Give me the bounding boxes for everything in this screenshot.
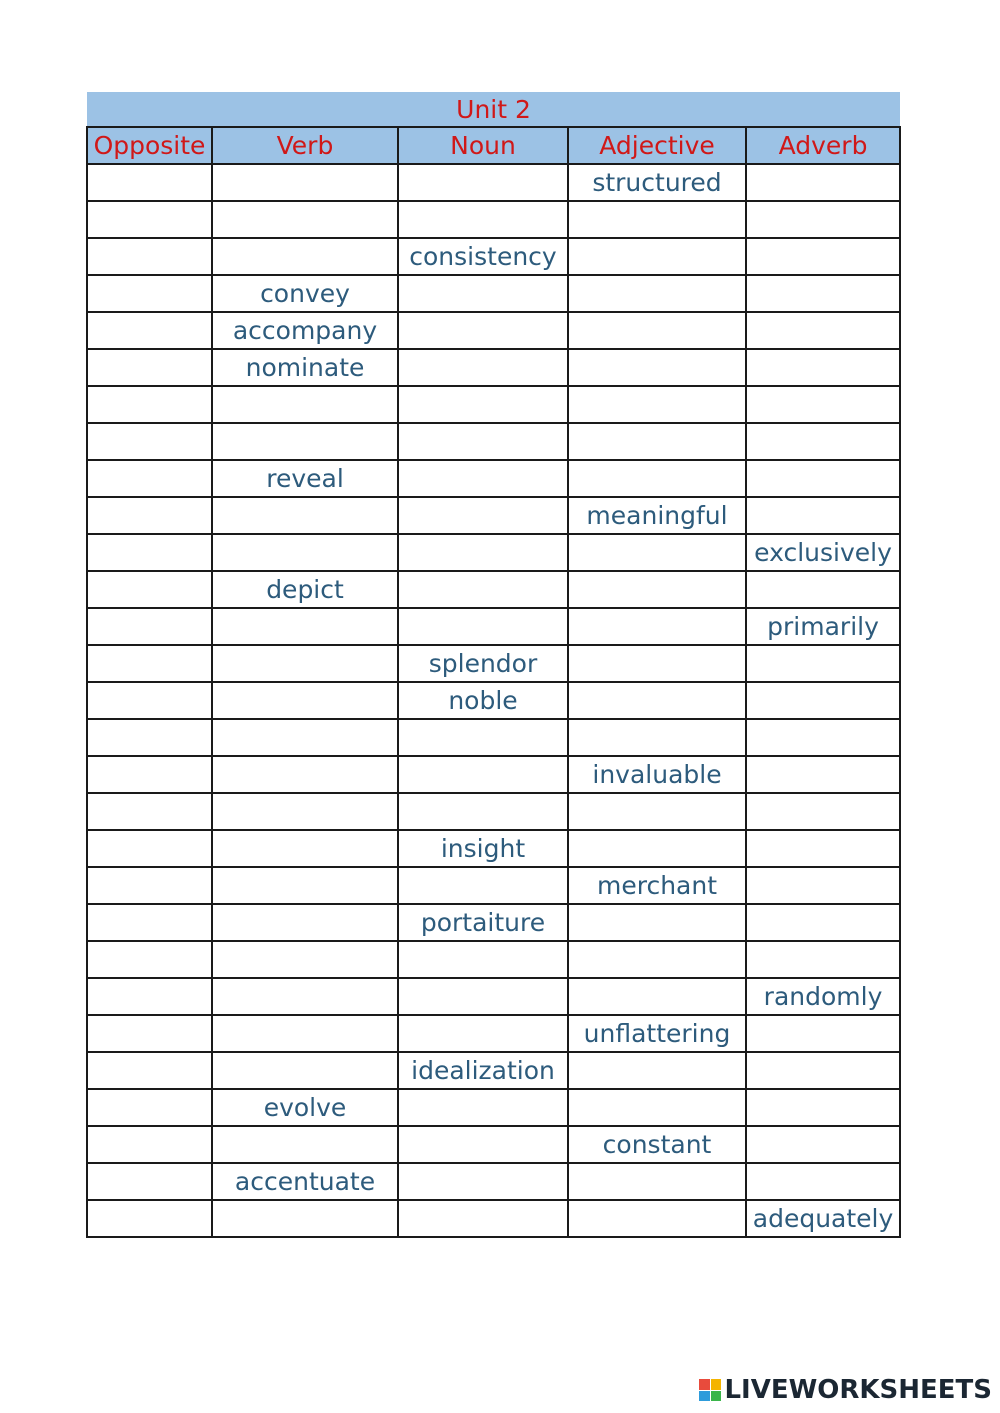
cell-verb: depict (212, 571, 398, 608)
cell-adjective: unflattering (568, 1015, 746, 1052)
cell-opposite[interactable] (87, 608, 212, 645)
cell-adjective[interactable] (568, 978, 746, 1015)
cell-noun[interactable] (398, 349, 568, 386)
cell-verb: convey (212, 275, 398, 312)
cell-adjective[interactable] (568, 1089, 746, 1126)
cell-opposite[interactable] (87, 423, 212, 460)
cell-adjective[interactable] (568, 386, 746, 423)
cell-opposite[interactable] (87, 238, 212, 275)
cell-adverb[interactable] (746, 941, 900, 978)
cell-verb[interactable] (212, 1015, 398, 1052)
liveworksheets-logo (699, 1375, 992, 1405)
cell-adverb: randomly (746, 978, 900, 1015)
cell-verb[interactable] (212, 682, 398, 719)
worksheet-table (86, 92, 901, 1238)
cell-noun[interactable] (398, 534, 568, 571)
table-row (87, 1015, 900, 1052)
cell-adjective[interactable] (568, 238, 746, 275)
table-row (87, 164, 900, 201)
cell-opposite[interactable] (87, 682, 212, 719)
table-row (87, 423, 900, 460)
cell-noun[interactable] (398, 1015, 568, 1052)
table-row (87, 867, 900, 904)
cell-noun[interactable] (398, 460, 568, 497)
cell-adjective[interactable] (568, 423, 746, 460)
cell-noun[interactable] (398, 1163, 568, 1200)
table-row (87, 756, 900, 793)
cell-noun[interactable] (398, 719, 568, 756)
cell-verb[interactable] (212, 793, 398, 830)
cell-adverb[interactable] (746, 1089, 900, 1126)
cell-adverb[interactable] (746, 275, 900, 312)
cell-noun[interactable] (398, 1089, 568, 1126)
cell-noun: splendor (398, 645, 568, 682)
cell-verb[interactable] (212, 1052, 398, 1089)
cell-opposite[interactable] (87, 830, 212, 867)
cell-adverb[interactable] (746, 423, 900, 460)
cell-adverb[interactable] (746, 164, 900, 201)
cell-verb: reveal (212, 460, 398, 497)
header-adjective: Adjective (568, 127, 746, 164)
cell-adverb[interactable] (746, 571, 900, 608)
table-row (87, 201, 900, 238)
cell-adverb[interactable] (746, 682, 900, 719)
cell-opposite[interactable] (87, 571, 212, 608)
header-adverb: Adverb (746, 127, 900, 164)
cell-verb[interactable] (212, 1200, 398, 1237)
brand-text: LIVEWORKSHEETS (724, 1375, 992, 1405)
cell-opposite[interactable] (87, 349, 212, 386)
cell-verb: accompany (212, 312, 398, 349)
table-row (87, 719, 900, 756)
cell-adverb[interactable] (746, 349, 900, 386)
header-row (87, 127, 900, 164)
cell-adjective[interactable] (568, 275, 746, 312)
cell-verb[interactable] (212, 608, 398, 645)
cell-adjective: structured (568, 164, 746, 201)
cell-opposite[interactable] (87, 756, 212, 793)
cell-adjective[interactable] (568, 1200, 746, 1237)
cell-adverb: primarily (746, 608, 900, 645)
cell-adverb[interactable] (746, 201, 900, 238)
worksheet-title: Unit 2 (87, 92, 900, 127)
cell-adjective[interactable] (568, 830, 746, 867)
cell-adjective[interactable] (568, 682, 746, 719)
cell-noun[interactable] (398, 941, 568, 978)
cell-adjective[interactable] (568, 608, 746, 645)
cell-adverb[interactable] (746, 312, 900, 349)
cell-adverb[interactable] (746, 497, 900, 534)
cell-adverb[interactable] (746, 793, 900, 830)
table-row (87, 534, 900, 571)
cell-verb[interactable] (212, 645, 398, 682)
cell-adjective: meaningful (568, 497, 746, 534)
cell-opposite[interactable] (87, 201, 212, 238)
cell-noun[interactable] (398, 571, 568, 608)
cell-verb[interactable] (212, 941, 398, 978)
cell-opposite[interactable] (87, 164, 212, 201)
table-row (87, 608, 900, 645)
cell-noun: noble (398, 682, 568, 719)
cell-noun: idealization (398, 1052, 568, 1089)
cell-verb[interactable] (212, 497, 398, 534)
cell-noun[interactable] (398, 1200, 568, 1237)
cell-verb[interactable] (212, 386, 398, 423)
cell-adverb[interactable] (746, 830, 900, 867)
cell-adjective[interactable] (568, 312, 746, 349)
cell-adverb[interactable] (746, 645, 900, 682)
cell-adverb[interactable] (746, 1126, 900, 1163)
cell-noun[interactable] (398, 1126, 568, 1163)
cell-verb[interactable] (212, 904, 398, 941)
cell-adverb: adequately (746, 1200, 900, 1237)
cell-opposite[interactable] (87, 1052, 212, 1089)
cell-adjective[interactable] (568, 645, 746, 682)
table-row (87, 238, 900, 275)
cell-adjective[interactable] (568, 534, 746, 571)
table-row (87, 349, 900, 386)
cell-noun[interactable] (398, 867, 568, 904)
cell-opposite[interactable] (87, 1200, 212, 1237)
cell-opposite[interactable] (87, 1163, 212, 1200)
cell-verb[interactable] (212, 830, 398, 867)
cell-noun[interactable] (398, 275, 568, 312)
header-opposite: Opposite (87, 127, 212, 164)
cell-opposite[interactable] (87, 941, 212, 978)
cell-verb[interactable] (212, 1126, 398, 1163)
table-row (87, 1126, 900, 1163)
cell-opposite[interactable] (87, 312, 212, 349)
cell-opposite[interactable] (87, 386, 212, 423)
table-row (87, 1163, 900, 1200)
cell-opposite[interactable] (87, 793, 212, 830)
cell-verb[interactable] (212, 534, 398, 571)
cell-adjective[interactable] (568, 571, 746, 608)
cell-adverb: exclusively (746, 534, 900, 571)
cell-adverb[interactable] (746, 1015, 900, 1052)
table-row (87, 682, 900, 719)
cell-noun[interactable] (398, 201, 568, 238)
cell-noun[interactable] (398, 608, 568, 645)
cell-adverb[interactable] (746, 238, 900, 275)
cell-noun: consistency (398, 238, 568, 275)
cell-opposite[interactable] (87, 460, 212, 497)
cell-opposite[interactable] (87, 645, 212, 682)
header-noun: Noun (398, 127, 568, 164)
cell-verb: evolve (212, 1089, 398, 1126)
table-row (87, 571, 900, 608)
cell-opposite[interactable] (87, 534, 212, 571)
cell-verb[interactable] (212, 756, 398, 793)
cell-noun: portaiture (398, 904, 568, 941)
cell-verb: accentuate (212, 1163, 398, 1200)
table-row (87, 1089, 900, 1126)
cell-adjective[interactable] (568, 904, 746, 941)
table-row (87, 793, 900, 830)
cell-opposite[interactable] (87, 497, 212, 534)
table-row (87, 460, 900, 497)
cell-adverb[interactable] (746, 867, 900, 904)
cell-adverb[interactable] (746, 1052, 900, 1089)
cell-noun[interactable] (398, 164, 568, 201)
table-row (87, 941, 900, 978)
cell-adverb[interactable] (746, 1163, 900, 1200)
cell-verb: nominate (212, 349, 398, 386)
cell-opposite[interactable] (87, 275, 212, 312)
table-row (87, 275, 900, 312)
cell-verb[interactable] (212, 867, 398, 904)
cell-opposite[interactable] (87, 1015, 212, 1052)
table-row (87, 645, 900, 682)
cell-noun: insight (398, 830, 568, 867)
cell-opposite[interactable] (87, 978, 212, 1015)
cell-verb[interactable] (212, 978, 398, 1015)
logo-mark-icon (699, 1379, 721, 1401)
cell-adjective[interactable] (568, 941, 746, 978)
cell-adjective[interactable] (568, 793, 746, 830)
table-row (87, 386, 900, 423)
table-row (87, 1052, 900, 1089)
cell-adjective[interactable] (568, 201, 746, 238)
header-verb: Verb (212, 127, 398, 164)
cell-noun[interactable] (398, 423, 568, 460)
cell-opposite[interactable] (87, 1089, 212, 1126)
cell-adverb[interactable] (746, 904, 900, 941)
cell-adjective[interactable] (568, 1163, 746, 1200)
cell-verb[interactable] (212, 201, 398, 238)
cell-adjective[interactable] (568, 349, 746, 386)
table-row (87, 830, 900, 867)
cell-opposite[interactable] (87, 867, 212, 904)
cell-opposite[interactable] (87, 904, 212, 941)
cell-opposite[interactable] (87, 719, 212, 756)
cell-adjective[interactable] (568, 460, 746, 497)
cell-verb[interactable] (212, 719, 398, 756)
cell-noun[interactable] (398, 386, 568, 423)
cell-verb[interactable] (212, 238, 398, 275)
cell-verb[interactable] (212, 423, 398, 460)
cell-adjective: constant (568, 1126, 746, 1163)
table-row (87, 904, 900, 941)
cell-adverb[interactable] (746, 386, 900, 423)
cell-adjective: merchant (568, 867, 746, 904)
cell-adjective[interactable] (568, 1052, 746, 1089)
cell-noun[interactable] (398, 978, 568, 1015)
cell-adjective: invaluable (568, 756, 746, 793)
cell-noun[interactable] (398, 756, 568, 793)
table-row (87, 978, 900, 1015)
cell-adjective[interactable] (568, 719, 746, 756)
table-row (87, 497, 900, 534)
cell-opposite[interactable] (87, 1126, 212, 1163)
cell-noun[interactable] (398, 312, 568, 349)
table-row (87, 312, 900, 349)
table-row (87, 1200, 900, 1237)
cell-adverb[interactable] (746, 756, 900, 793)
cell-noun[interactable] (398, 793, 568, 830)
cell-verb[interactable] (212, 164, 398, 201)
cell-adverb[interactable] (746, 460, 900, 497)
cell-adverb[interactable] (746, 719, 900, 756)
title-row (87, 92, 900, 127)
cell-noun[interactable] (398, 497, 568, 534)
